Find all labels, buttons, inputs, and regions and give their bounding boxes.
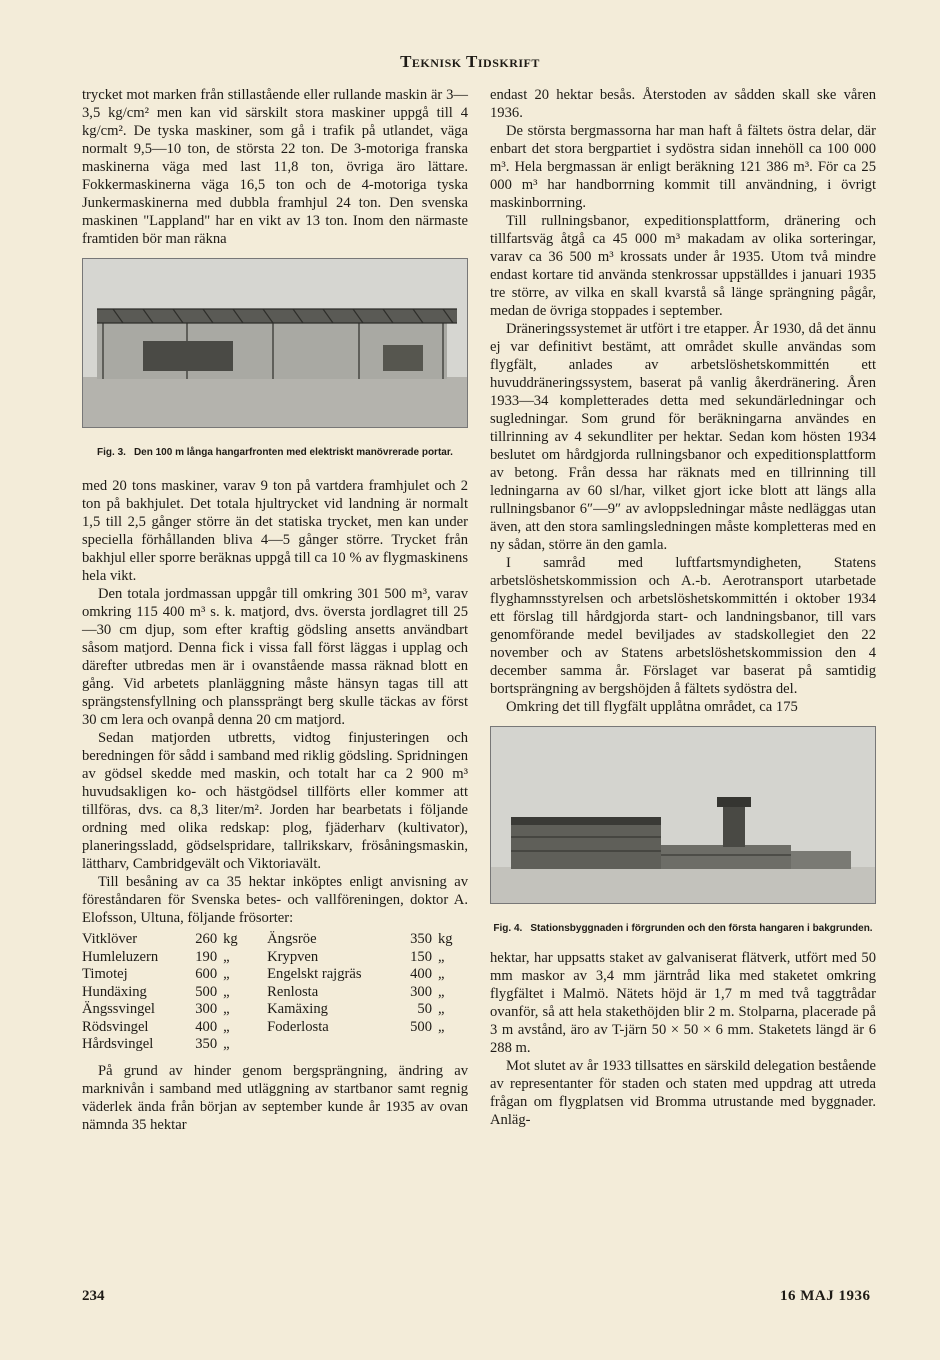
paragraph: trycket mot marken från stillastående eller rullande maskin är 3—3,5 kg/cm² men kan vid särskilt stora maskiner uppgå till 4 kg/cm². De tyska maskiner, som gå i trafik på utlandet, väga normalt 9,5—10 ton, de största 22 ton. De 3-motoriga franska maskinerna väga med last 11,8 ton, övriga äro lättare. Fokkermaskinerna väga 16,5 ton och de 4-motoriga tyska Junkermaskinerna med dubbla framhjul 24 ton. Den svenska maskinen "Lappland" har en vikt av 13 ton. Inom den närmaste framtiden bör man räkna <box>82 87 468 247</box>
seed-unit: „ <box>438 1001 445 1017</box>
seed-unit: „ <box>438 948 445 965</box>
seed-amount: 500 <box>195 983 218 1000</box>
seed-amount: 300 <box>195 1001 218 1017</box>
seed-name: Rödsvingel <box>82 1018 149 1035</box>
page-number: 234 <box>82 1288 105 1304</box>
seed-amount: 350 <box>195 1036 218 1052</box>
right-column <box>490 86 876 1129</box>
seed-name: Kamäxing <box>267 1001 328 1017</box>
figure-4-caption <box>490 922 876 935</box>
figure-3-caption-text: Den 100 m långa hangarfronten med elektriskt manövrerade portar. <box>133 447 453 458</box>
seed-unit: „ <box>438 966 445 982</box>
figure-4 <box>490 726 876 935</box>
seed-amount: 400 <box>195 1018 218 1035</box>
paragraph: Till rullningsbanor, expeditionsplattform, dränering och tillfartsväg åtgå ca 45 000 m³ makadam av olika sorteringar, varav ca 36 500 m³ krossats under år 1935. Utom två mindre endast kortare tid använda stenkrossar uppställdes i januari 1935 tre större, av vilka en skall kvarstå så länge sprängning pågår, medan de övriga stoppades i september. <box>490 213 876 319</box>
seed-name: Timotej <box>82 966 128 982</box>
paragraph: Sedan matjorden utbretts, vidtog finjusteringen och beredningen för sådd i samband med riklig gödsling. Spridningen av gödsel skedde med maskin, och totalt har ca 2 900 m³ huvudsakligen ko- och hästgödsel tillförts eller kommer att tillföras, dvs. ca 8,3 liter/m². Jorden har bearbetats i följande ordning med olika redskap: plog, fjäderharv (kultivator), planeringssladd, gödselspridare, tallrikskarv, frösåningsmaskin, lättharv, Cambridgevält och Viktoriavält. <box>82 730 468 872</box>
seed-amount: 50 <box>417 1001 432 1017</box>
seed-name: Krypven <box>267 948 319 965</box>
issue-date: 16 MAJ 1936 <box>780 1288 871 1304</box>
hangar-photo <box>82 258 468 428</box>
seed-amount: 260 <box>195 931 218 947</box>
seed-amount: 350 <box>410 931 432 947</box>
left-column <box>82 86 468 1134</box>
paragraph: Mot slutet av år 1933 tillsattes en särskild delegation bestående av representanter för staden och staten med uppdrag att utreda frågan om flygplatsen vid Bromma utrustande med byggnader. Anläg- <box>490 1058 876 1128</box>
paragraph: hektar, har uppsatts staket av galvaniserat flätverk, utfört med 50 mm maskor av 3,4 mm järntråd lika med staketet omkring flygfältet i Malmö. Nätets höjd är 1,7 m med två taggtrådar ovanför, så att hela stakethöjden blir 2 m. Stolparna, placerade på 3 m avstånd, äro av T-järn 50 × 50 × 6 mm. Staketets längd är 6 288 m. <box>490 950 876 1056</box>
paragraph: Till besåning av ca 35 hektar inköptes enligt anvisning av föreståndaren för Svenska betes- och vallföreningen, doktor A. Elofsson, Ultuna, följande frösorter: <box>82 874 468 926</box>
hangar-illustration <box>83 259 467 427</box>
seed-unit: „ <box>223 966 230 982</box>
seed-name: Hundäxing <box>82 983 147 1000</box>
figure-3-caption <box>82 446 468 459</box>
seed-unit: „ <box>223 983 230 1000</box>
seed-name: Hårdsvingel <box>82 1036 154 1052</box>
seed-unit: „ <box>223 1001 230 1017</box>
seed-name: Foderlosta <box>267 1018 329 1035</box>
seed-amount <box>400 1036 438 1054</box>
figure-3 <box>82 258 468 459</box>
seed-name: Humleluzern <box>82 948 159 965</box>
seed-amount: 300 <box>410 983 432 1000</box>
seed-table-row <box>82 931 468 949</box>
paragraph: De största bergmassorna har man haft å fältets östra delar, där enbart det stora bergpartiet i sydöstra sidan innehöll ca 100 000 m³. Hela bergmassan är enligt beräkning 121 386 m³. För ca 25 000 m³ har handborrning kommit till användning, i övrigt maskinborrning. <box>490 123 876 211</box>
seed-unit: „ <box>223 1036 230 1052</box>
seed-unit: „ <box>438 1018 445 1035</box>
paragraph: endast 20 hektar besås. Återstoden av sådden skall ske våren 1936. <box>490 87 876 121</box>
seed-name: Renlosta <box>267 983 319 1000</box>
seed-amount: 600 <box>195 966 218 982</box>
paragraph: med 20 tons maskiner, varav 9 ton på vartdera framhjulet och 2 ton på bakhjulet. Det totala hjultrycket vid landning är normalt 1,5 till 2,5 gånger större än det statiska trycket, men kan under speciella förhållanden bliva 4—5 gånger större. Trycket från bakhjul eller sporre beräknas uppgå till ca 10 % av flygmaskinens hela vikt. <box>82 478 468 584</box>
seed-table-row <box>82 1036 468 1054</box>
seed-table-row <box>82 949 468 967</box>
journal-title: Teknisk Tidskrift <box>400 52 540 71</box>
station-photo <box>490 726 876 904</box>
seed-table <box>82 931 468 1054</box>
seed-unit <box>438 1036 468 1054</box>
seed-unit: „ <box>438 983 445 1000</box>
seed-name <box>253 1036 400 1054</box>
seed-table-row <box>82 966 468 984</box>
seed-table-row <box>82 1019 468 1037</box>
seed-unit: „ <box>223 948 230 965</box>
seed-name: Vitklöver <box>82 931 138 947</box>
seed-amount: 500 <box>410 1018 432 1035</box>
seed-table-row <box>82 984 468 1002</box>
paragraph: På grund av hinder genom bergsprängning, ändring av marknivån i samband med utläggning av startbanor samt regnig väderlek ända från början av september kunde år 1935 av ovan nämnda 35 hektar <box>82 1062 468 1133</box>
seed-table-row <box>82 1001 468 1019</box>
paragraph: Den totala jordmassan uppgår till omkring 301 500 m³, varav omkring 115 400 m³ s. k. matjord, dvs. översta jordlagret till 25—30 cm djup, som efter kraftig gödsling ansetts användbart såsom matjord. Denna fick i vissa fall först läggas i upplag och därefter utbredas men är i ovanstående massa räknad blott en gång. Vid arbetets planläggning måste hänsyn tagas till att sprängstensfyllning och planssprängt berg skulle täckas av först 30 cm lera och ovanpå denna 20 cm matjord. <box>82 586 468 728</box>
paragraph: I samråd med luftfartsmyndigheten, Statens arbetslöshetskommission och A.-b. Aerotransport utarbetade flyghamnsstyrelsen och arbetslöshetskommittén i oktober 1934 ett förslag till hårdgjorda start- och landningsbanor, till vars genomförande medel beviljades av stadskollegiet den 22 november och av Statens arbetslöshetskommission den 4 december samma år. Förslaget var baserat på samtidig bortsprängning av bergshöjden å fältets sydöstra del. <box>490 555 876 697</box>
seed-name: Engelskt rajgräs <box>267 966 362 982</box>
figure-4-caption-text: Stationsbyggnaden i förgrunden och den första hangaren i bakgrunden. <box>530 923 873 934</box>
seed-unit: kg <box>438 931 453 947</box>
seed-amount: 190 <box>195 948 218 965</box>
paragraph: Omkring det till flygfält upplåtna området, ca 175 <box>506 699 798 715</box>
paragraph: Dräneringssystemet är utfört i tre etapper. År 1930, då det ännu ej var definitivt bestämt, att området skulle användas som flygfält, anlades av arbetslöshetskommittén ett huvuddräneringssystem, baserat på vanlig åkerdränering. Åren 1933—34 kompletterades detta med sekundärledningar och sugledningar. Som grund för beräkningarna användes en tillrinning av 4 sekundliter per hektar. Sedan kom hösten 1934 beslutet om hårdgjorda rullningsbanor och expeditionsplattform av betong. Från dessa har räknats med en tillrinning till ledningarna av 60 sl/har, vilket gjort icke blott att längs alla rullningsbanor 6″—9″ av avloppsledningar måste nedläggas utan även, att den stora samlingsledningen måste kompletteras med en ny sådan, större än den gamla. <box>490 321 876 553</box>
seed-name: Ängssvingel <box>82 1001 155 1017</box>
seed-name: Ängsröe <box>267 931 317 947</box>
figure-4-label: Fig. 4. <box>493 923 523 934</box>
figure-3-label: Fig. 3. <box>97 447 126 458</box>
seed-unit: kg <box>223 931 238 947</box>
seed-unit: „ <box>223 1018 230 1035</box>
seed-amount: 400 <box>410 966 432 982</box>
station-illustration <box>491 727 875 903</box>
seed-amount: 150 <box>410 948 432 965</box>
